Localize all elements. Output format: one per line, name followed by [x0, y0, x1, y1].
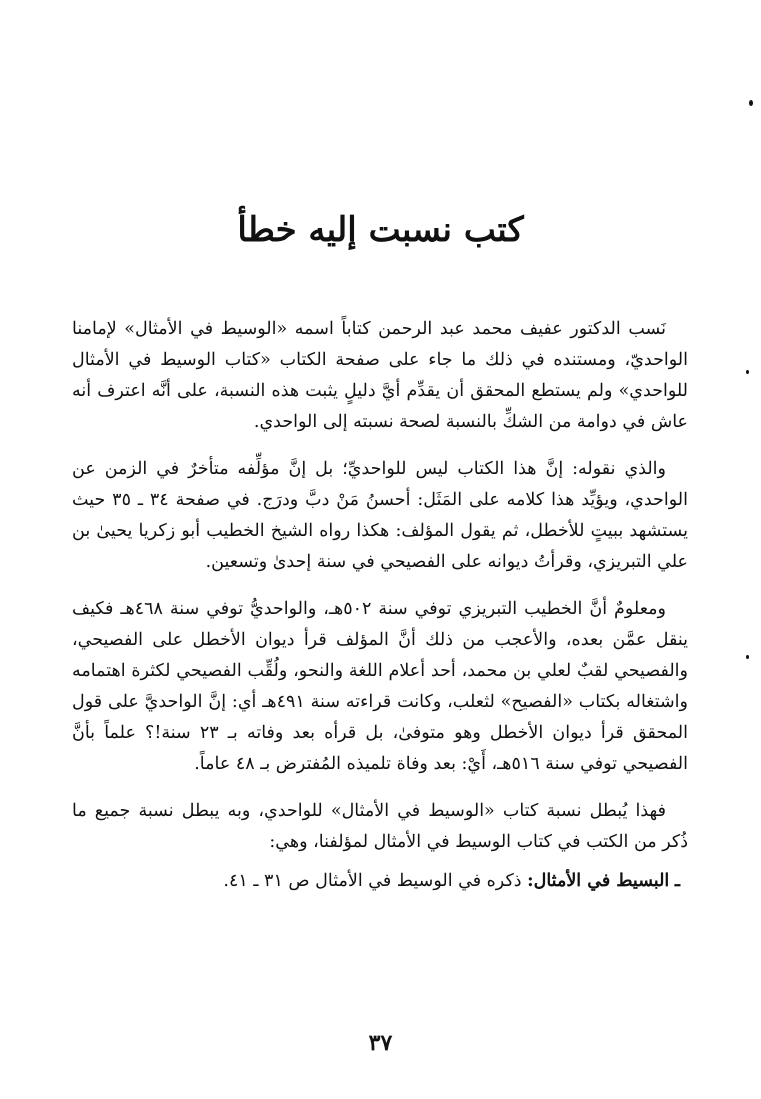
paragraph: ومعلومٌ أنَّ الخطيب التبريزي توفي سنة ٥٠٢هـ، والواحديُّ توفي سنة ٤٦٨هـ فكيف ينقل عمَّن بعده، والأعجب من ذلك أنَّ المؤلف قرأ ديوان الأخطل على الفصيحي، والفصيحي لقبٌ لعلي بن محمد، أحد أعلام اللغة والنحو، ولُقِّب الفصيحي لكثرة اهتمامه واشتغاله بكتاب «الفصيح» لثعلب، وكانت قراءته سنة ٤٩١هـ أي: إنَّ الواحديَّ على قول المحقق قرأ ديوان الأخطل وهو متوفىٰ، بل قرأه بعد وفاته بـ ٢٣ سنة!؟ علماً بأنَّ الفصيحي توفي سنة ٥١٦هـ، أَيْ: بعد وفاة تلميذه المُفترض بـ ٤٨ عاماً.	[72, 599, 689, 774]
body-text	[72, 314, 688, 897]
list-item	[72, 866, 688, 897]
list-item-text: ذكره في الوسيط في الأمثال ص ٣١ ـ ٤١.	[223, 871, 528, 891]
margin-dot-mark	[746, 655, 749, 659]
paragraph: والذي نقوله: إنَّ هذا الكتاب ليس للواحديِّ؛ بل إنَّ مؤلِّفه متأخرٌ في الزمن عن الواحدي، ويؤيِّد هذا كلامه على المَثَل: أحسنُ مَنْ دبَّ ودرَج. في صفحة ٣٤ ـ ٣٥ حيث يستشهد ببيتٍ للأخطل، ثم يقول المؤلف: هكذا رواه الشيخ الخطيب أبو زكريا يحيىٰ بن علي التبريزي، وقرأتُ ديوانه على الفصيحي في سنة إحدىٰ وتسعين.	[72, 459, 688, 572]
paragraph: نَسب الدكتور عفيف محمد عبد الرحمن كتاباً اسمه «الوسيط في الأمثال» لإمامنا الواحديّ، ومستنده في ذلك ما جاء على صفحة الكتاب «كتاب الوسيط في الأمثال للواحدي» ولم يستطع المحقق أن يقدِّم أيَّ دليلٍ يثبت هذه النسبة، على أنَّه اعترف أنه عاش في دوامة من الشكِّ بالنسبة لصحة نسبته إلى الواحدي.	[72, 319, 688, 432]
list-dash: ـ	[674, 871, 680, 891]
list-item-term: البسيط في الأمثال:	[527, 871, 670, 891]
paragraph: فهذا يُبطل نسبة كتاب «الوسيط في الأمثال» للواحدي، وبه يبطل نسبة جميع ما ذُكر من الكتب في كتاب الوسيط في الأمثال لمؤلفنا، وهي:	[72, 801, 688, 852]
page-number: ٣٧	[368, 1030, 393, 1056]
page-title: كتب نسبت إليه خطأ	[237, 210, 524, 250]
margin-dot-mark	[749, 100, 753, 106]
margin-dot-mark	[746, 370, 749, 374]
